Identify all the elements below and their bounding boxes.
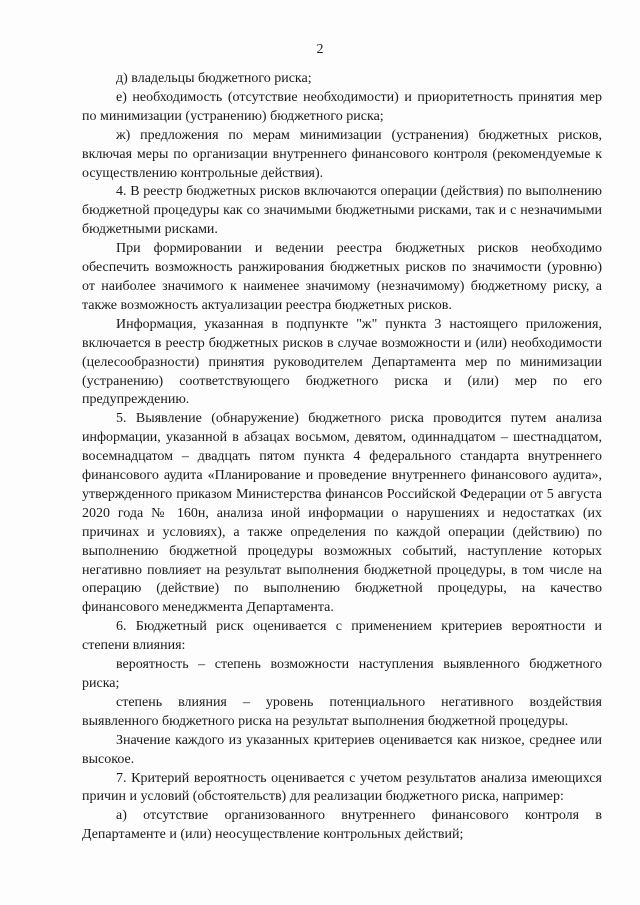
paragraph-clause-7: 7. Критерий вероятность оценивается с учетом результатов анализа имеющихся причин и условий (обстоятельств) для реализации бюджетного риска, например: bbox=[82, 770, 602, 805]
paragraph-clause-4: 4. В реестр бюджетных рисков включаются операции (действия) по выполнению бюджетной процедуры как со значимыми бюджетными рисками, так и с незначимыми бюджетными рисками. bbox=[82, 184, 602, 238]
paragraph-clause-6: 6. Бюджетный риск оценивается с применением критериев вероятности и степени влияния: bbox=[82, 619, 602, 654]
paragraph-clause-5: 5. Выявление (обнаружение) бюджетного риска проводится путем анализа информации, указанной в абзацах восьмом, девятом, одиннадцатом – шестнадцатом, восемнадцатом – двадцать пятом пункта 4 федерального стандарта внутреннего финансового аудита «Планирование и проведение внутреннего финансового аудита», утвержденного приказом Министерства финансов Российской Федерации от 5 августа 2020 года № 160н, анализа иной информации о нарушениях и недостатках (их причинах и условиях), а также определения по каждой операции (действию) по выполнению бюджетной процедуры возможных событий, наступление которых негативно повлияет на результат выполнения бюджетной процедуры, в том числе на операцию (действие) по выполнению бюджетной процедуры, на качество финансового менеджмента Департамента. bbox=[82, 411, 602, 616]
paragraph-criteria-values: Значение каждого из указанных критериев оценивается как низкое, среднее или высокое. bbox=[82, 732, 602, 767]
paragraph-impact: степень влияния – уровень потенциального негативного воздействия выявленного бюджетного риска на результат выполнения бюджетной процедуры. bbox=[82, 694, 602, 729]
paragraph-list-item-zh: ж) предложения по мерам минимизации (устранения) бюджетных рисков, включая меры по организации внутреннего финансового контроля (рекомендуемые к осуществлению контрольные действия). bbox=[82, 127, 602, 181]
paragraph-list-item-e: е) необходимость (отсутствие необходимости) и приоритетность принятия мер по минимизации (устранению) бюджетного риска; bbox=[82, 89, 602, 124]
document-body bbox=[82, 70, 602, 845]
paragraph-ranking: При формировании и ведении реестра бюджетных рисков необходимо обеспечить возможность ранжирования бюджетных рисков по значимости (уровню) от наиболее значимого к наименее значимому (незначимому) бюджетному риску, а также возможность актуализации реестра бюджетных рисков. bbox=[82, 241, 602, 313]
paragraph-list-item-d: д) владельцы бюджетного риска; bbox=[116, 71, 312, 86]
paragraph-information: Информация, указанная в подпункте "ж" пункта 3 настоящего приложения, включается в реестр бюджетных рисков в случае возможности и (или) необходимости (целесообразности) принятия руководителем Департамента мер по минимизации (устранению) соответствующего бюджетного риска и (или) мер по его предупреждению. bbox=[82, 316, 602, 408]
paragraph-probability: вероятность – степень возможности наступления выявленного бюджетного риска; bbox=[82, 657, 602, 691]
page-number: 2 bbox=[316, 42, 324, 57]
paragraph-list-item-a: а) отсутствие организованного внутреннего финансового контроля в Департаменте и (или) неосуществление контрольных действий; bbox=[82, 808, 602, 843]
